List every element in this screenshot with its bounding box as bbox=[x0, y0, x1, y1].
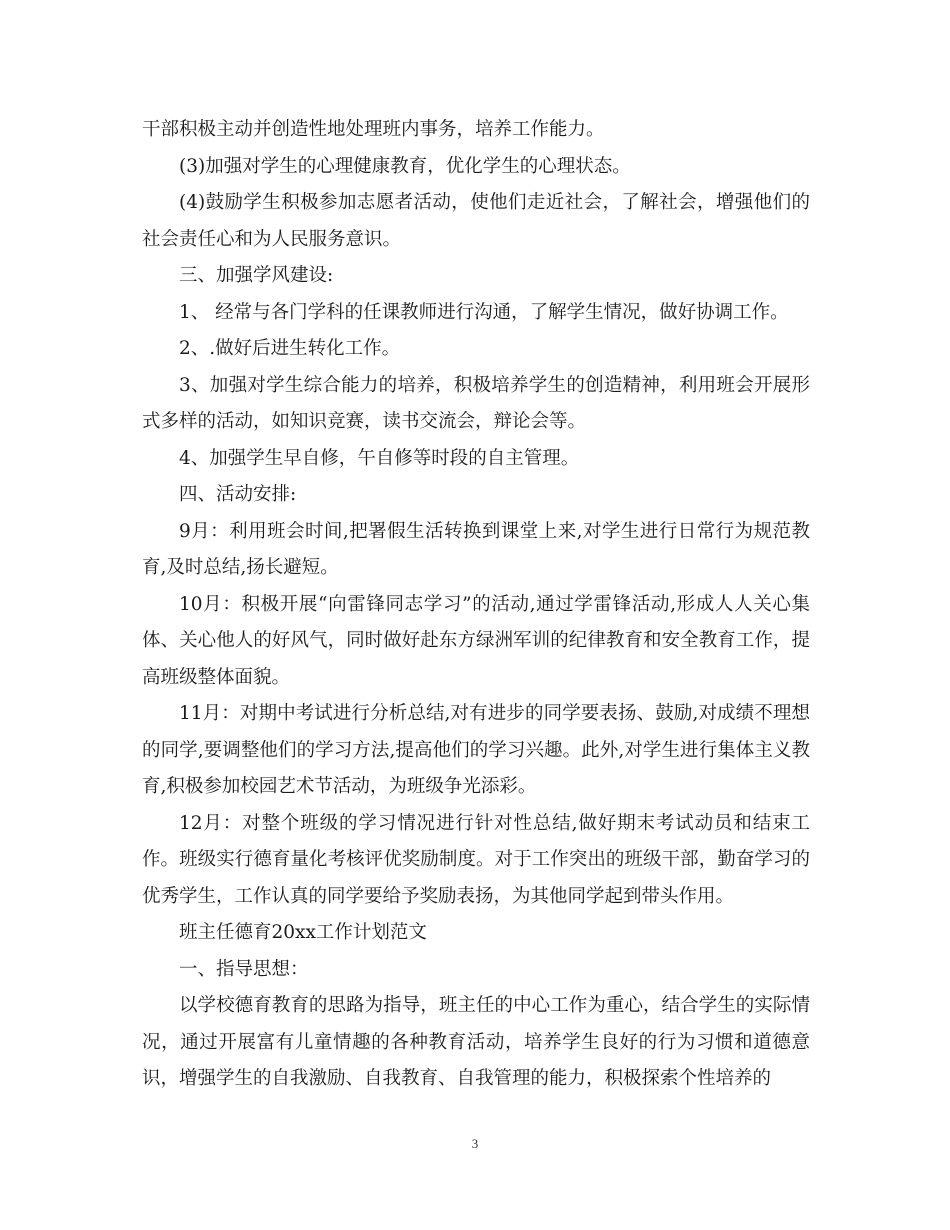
paragraph: 1、 经常与各门学科的任课教师进行沟通，了解学生情况，做好协调工作。 bbox=[179, 301, 789, 323]
paragraph: 12月：对整个班级的学习情况进行针对性总结,做好期末考试动员和结束工作。班级实行德育量化考核评优奖励制度。对于工作突出的班级干部，勤奋学习的优秀学生，工作认真的同学要给予奖励表扬，为其他同学起到带头作用。 bbox=[142, 812, 810, 907]
paragraph: (3)加强对学生的心理健康教育，优化学生的心理状态。 bbox=[179, 155, 631, 177]
section-heading: 三、加强学风建设: bbox=[179, 265, 334, 286]
section-heading: 四、活动安排: bbox=[179, 484, 297, 505]
page-number: 3 bbox=[471, 1136, 479, 1151]
paragraph: 3、加强对学生综合能力的培养，积极培养学生的创造精神，利用班会开展形式多样的活动，如知识竞赛，读书交流会，辩论会等。 bbox=[142, 374, 810, 432]
document-body bbox=[142, 112, 810, 1098]
paragraph: 11月：对期中考试进行分析总结,对有进步的同学要表扬、鼓励,对成绩不理想的同学,要调整他们的学习方法,提高他们的学习兴趣。此外,对学生进行集体主义教育,积极参加校园艺术节活动，为班级争光添彩。 bbox=[142, 703, 810, 797]
paragraph: 干部积极主动并创造性地处理班内事务，培养工作能力。 bbox=[142, 119, 605, 140]
paragraph: (4)鼓励学生积极参加志愿者活动，使他们走近社会，了解社会，增强他们的社会责任心和为人民服务意识。 bbox=[142, 192, 810, 250]
paragraph: 10月：积极开展“向雷锋同志学习”的活动,通过学雷锋活动,形成人人关心集体、关心他人的好风气，同时做好赴东方绿洲军训的纪律教育和安全教育工作，提高班级整体面貌。 bbox=[142, 593, 810, 688]
paragraph: 4、加强学生早自修，午自修等时段的自主管理。 bbox=[179, 447, 580, 469]
paragraph: 9月：利用班会时间,把署假生活转换到课堂上来,对学生进行日常行为规范教育,及时总结,扬长避短。 bbox=[142, 520, 810, 578]
paragraph: 以学校德育教育的思路为指导，班主任的中心工作为重心，结合学生的实际情况，通过开展富有儿童情趣的各种教育活动，培养学生良好的行为习惯和道德意识，增强学生的自我激励、自我教育、自我管理的能力，积极探索个性培养的 bbox=[142, 995, 810, 1089]
document-subtitle: 班主任德育20xx工作计划范文 bbox=[179, 922, 427, 943]
section-heading: 一、指导思想： bbox=[179, 958, 309, 980]
paragraph: 2、.做好后进生转化工作。 bbox=[179, 338, 401, 359]
